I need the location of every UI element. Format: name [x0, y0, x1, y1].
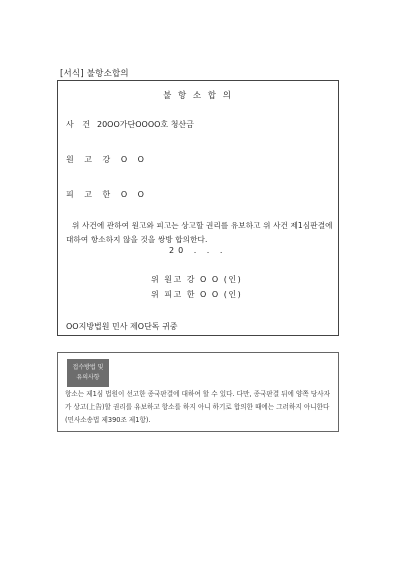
plaintiff-signature: 위 원고 강 O O (인): [151, 275, 243, 284]
form-label: [서식] 불항소합의: [60, 69, 129, 79]
case-label: 사 건: [66, 120, 93, 129]
badge-line-1: 접수방법 및: [72, 364, 104, 371]
case-value: 20OO가단OOOO호 청산금: [97, 120, 194, 129]
defendant-line: 피 고 한 O O: [66, 190, 148, 199]
filing-notes-text: 항소는 제1심 법원이 선고한 종국판결에 대하여 할 수 있다. 다만, 종국판결 뒤에 양쪽 당사자가 상고(上告)할 권리를 유보하고 항소를 하지 아니 하기로 합의한 때에는 그러하지 아니한다(민사소송법 제390조 제1항).: [65, 390, 330, 424]
document-title: 불 항 소 합 의: [163, 91, 233, 101]
date-line: 20 . . .: [169, 246, 227, 255]
filing-notes-badge: [67, 359, 109, 387]
agreement-body: 위 사건에 관하여 원고와 피고는 상고할 권리를 유보하고 위 사건 제1심판결에 대하여 항소하지 않을 것을 쌍방 합의한다.: [66, 221, 333, 244]
defendant-signature: 위 피고 한 O O (인): [151, 290, 243, 299]
court-addressee: OO지방법원 민사 제O단독 귀중: [66, 322, 178, 331]
plaintiff-line: 원 고 강 O O: [66, 155, 148, 164]
badge-line-2: 유의사항: [76, 374, 100, 381]
filing-notes-box: [57, 352, 339, 432]
agreement-document: [57, 80, 339, 336]
